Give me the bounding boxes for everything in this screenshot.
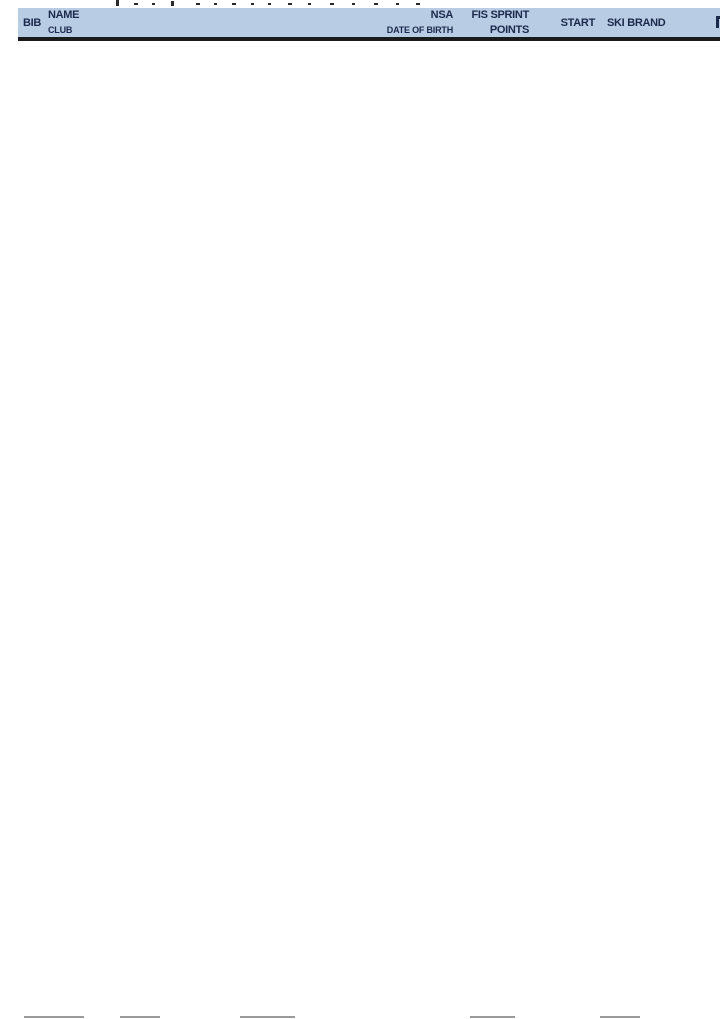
header-name-club	[48, 9, 79, 36]
header-bib: BIB	[22, 16, 41, 29]
header-club: CLUB	[48, 25, 73, 35]
header-date-of-birth: DATE OF BIRTH	[386, 25, 453, 35]
clipped-next-column-header	[716, 16, 720, 29]
header-nsa: NSA	[430, 9, 453, 21]
header-fis-sprint: FIS SPRINT	[471, 9, 529, 21]
start-list-table	[18, 37, 720, 41]
header-start: START	[560, 16, 595, 29]
header-fis-sprint-points	[459, 9, 529, 36]
header-points: POINTS	[489, 24, 529, 36]
table-header	[18, 8, 720, 37]
header-ski-brand: SKI BRAND	[607, 16, 666, 29]
header-nsa-dob	[248, 9, 453, 36]
header-name: NAME	[48, 9, 80, 21]
